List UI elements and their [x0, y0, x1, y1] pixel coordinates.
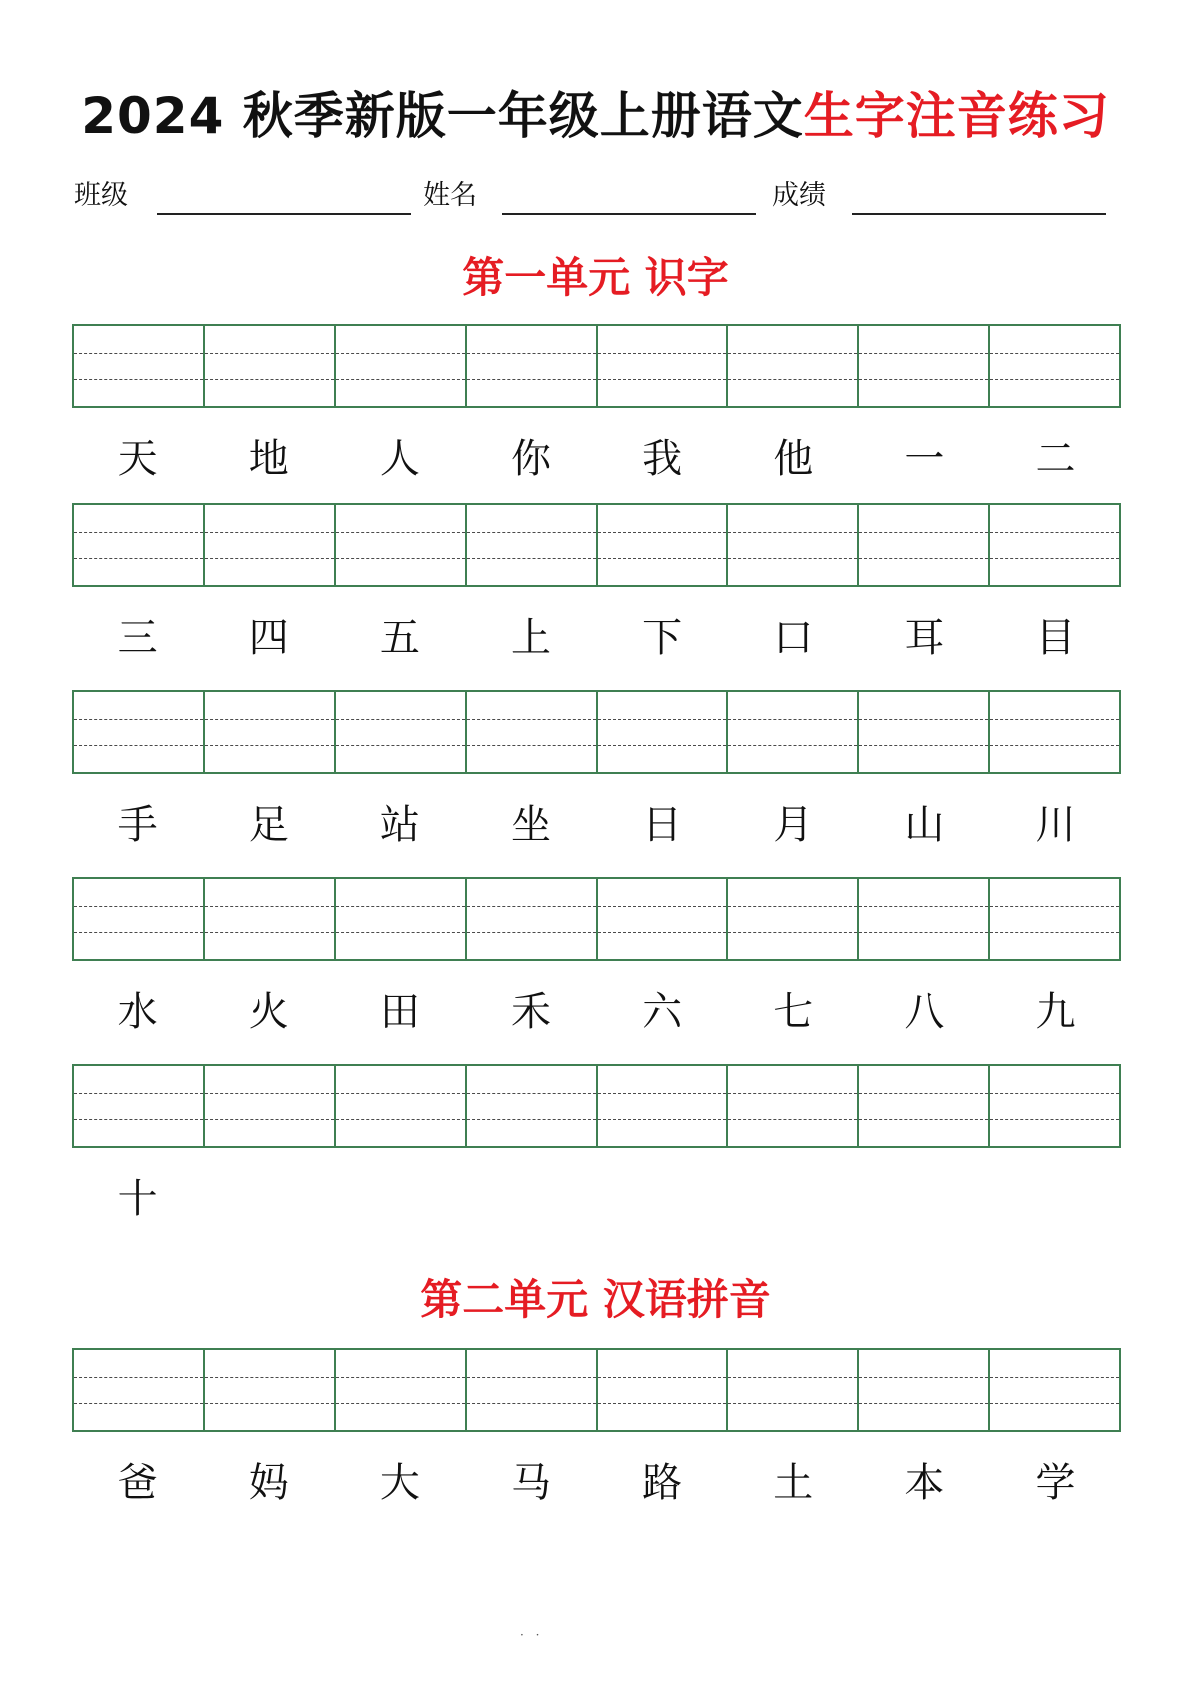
pinyin-writing-grid [72, 690, 1121, 774]
name-field[interactable] [502, 213, 756, 215]
guide-line [990, 719, 1119, 720]
unit-title: 第二单元 汉语拼音 [420, 1275, 771, 1324]
score-label: 成绩 [772, 180, 826, 211]
character: 一 [904, 436, 945, 482]
guide-line [205, 1403, 334, 1404]
character: 火 [248, 989, 289, 1035]
guide-line [859, 1119, 988, 1120]
guide-line [859, 379, 988, 380]
pinyin-cell[interactable] [334, 1066, 465, 1146]
guide-line [728, 379, 857, 380]
character: 水 [117, 989, 158, 1035]
pinyin-cell[interactable] [465, 1066, 596, 1146]
pinyin-cell[interactable] [203, 1350, 334, 1430]
guide-line [859, 353, 988, 354]
pinyin-cell[interactable] [988, 692, 1119, 772]
guide-line [728, 532, 857, 533]
guide-line [74, 1119, 203, 1120]
page-title-main: 2024 秋季新版一年级上册语文 [81, 87, 804, 145]
guide-line [467, 379, 596, 380]
score-field[interactable] [852, 213, 1106, 215]
pinyin-cell[interactable] [857, 1066, 988, 1146]
guide-line [74, 719, 203, 720]
pinyin-cell[interactable] [334, 1350, 465, 1430]
guide-line [728, 1119, 857, 1120]
character-row [72, 608, 1121, 668]
pinyin-cell[interactable] [465, 326, 596, 406]
guide-line [205, 906, 334, 907]
character: 本 [904, 1460, 945, 1506]
character-row [72, 1169, 1121, 1229]
guide-line [336, 353, 465, 354]
character: 八 [904, 989, 945, 1035]
character: 妈 [248, 1460, 289, 1506]
guide-line [990, 932, 1119, 933]
character: 手 [117, 802, 158, 848]
class-label: 班级 [74, 180, 128, 211]
guide-line [336, 558, 465, 559]
character: 口 [773, 615, 814, 661]
character: 我 [642, 436, 683, 482]
pinyin-cell[interactable] [203, 1066, 334, 1146]
guide-line [467, 1377, 596, 1378]
guide-line [859, 932, 988, 933]
guide-line [859, 906, 988, 907]
character: 田 [379, 989, 420, 1035]
character: 坐 [510, 802, 551, 848]
pinyin-cell[interactable] [988, 505, 1119, 585]
character: 九 [1035, 989, 1076, 1035]
pinyin-cell[interactable] [74, 879, 203, 959]
guide-line [859, 1093, 988, 1094]
guide-line [598, 1377, 727, 1378]
guide-line [467, 532, 596, 533]
guide-line [728, 719, 857, 720]
guide-line [336, 932, 465, 933]
character: 下 [642, 615, 683, 661]
guide-line [467, 558, 596, 559]
pinyin-cell[interactable] [988, 1350, 1119, 1430]
guide-line [74, 532, 203, 533]
guide-line [598, 745, 727, 746]
info-row [0, 176, 1191, 216]
character [203, 1169, 334, 1229]
pinyin-cell[interactable] [596, 879, 727, 959]
character [334, 1169, 465, 1229]
pinyin-cell[interactable] [74, 326, 203, 406]
character: 七 [773, 989, 814, 1035]
character: 大 [379, 1460, 420, 1506]
guide-line [990, 353, 1119, 354]
guide-line [990, 1093, 1119, 1094]
pinyin-cell[interactable] [465, 692, 596, 772]
guide-line [205, 379, 334, 380]
guide-line [728, 353, 857, 354]
guide-line [990, 558, 1119, 559]
guide-line [467, 719, 596, 720]
character: 你 [510, 436, 551, 482]
guide-line [990, 1119, 1119, 1120]
guide-line [598, 906, 727, 907]
guide-line [728, 1377, 857, 1378]
character: 地 [248, 436, 289, 482]
character: 天 [117, 436, 158, 482]
guide-line [74, 1093, 203, 1094]
guide-line [598, 1093, 727, 1094]
pinyin-cell[interactable] [857, 1350, 988, 1430]
guide-line [336, 719, 465, 720]
character: 十 [117, 1176, 158, 1222]
guide-line [728, 906, 857, 907]
guide-line [205, 532, 334, 533]
guide-line [205, 932, 334, 933]
guide-line [598, 379, 727, 380]
pinyin-cell[interactable] [988, 1066, 1119, 1146]
pinyin-cell[interactable] [596, 1350, 727, 1430]
guide-line [859, 532, 988, 533]
guide-line [336, 532, 465, 533]
guide-line [205, 353, 334, 354]
guide-line [467, 1093, 596, 1094]
class-field[interactable] [157, 213, 411, 215]
guide-line [74, 906, 203, 907]
pinyin-cell[interactable] [726, 1066, 857, 1146]
pinyin-cell[interactable] [74, 1066, 203, 1146]
character: 三 [117, 615, 158, 661]
character: 川 [1035, 802, 1076, 848]
pinyin-cell[interactable] [465, 505, 596, 585]
pinyin-cell[interactable] [334, 505, 465, 585]
guide-line [336, 1093, 465, 1094]
guide-line [859, 1377, 988, 1378]
guide-line [859, 1403, 988, 1404]
pinyin-cell[interactable] [203, 505, 334, 585]
guide-line [74, 932, 203, 933]
pinyin-cell[interactable] [857, 326, 988, 406]
guide-line [205, 1119, 334, 1120]
character: 马 [510, 1460, 551, 1506]
character-row [72, 795, 1121, 855]
guide-line [598, 1119, 727, 1120]
guide-line [467, 353, 596, 354]
pinyin-cell[interactable] [334, 326, 465, 406]
guide-line [74, 353, 203, 354]
character-row [72, 982, 1121, 1042]
character: 二 [1035, 436, 1076, 482]
guide-line [467, 1403, 596, 1404]
guide-line [74, 379, 203, 380]
pinyin-cell[interactable] [465, 879, 596, 959]
page-title-highlight: 生字注音练习 [803, 87, 1110, 145]
guide-line [728, 932, 857, 933]
guide-line [859, 745, 988, 746]
character: 六 [642, 989, 683, 1035]
pinyin-writing-grid [72, 1348, 1121, 1432]
pinyin-cell[interactable] [726, 692, 857, 772]
guide-line [205, 1093, 334, 1094]
character [597, 1169, 728, 1229]
pinyin-cell[interactable] [726, 1350, 857, 1430]
page-title [0, 84, 1191, 148]
character: 上 [510, 615, 551, 661]
guide-line [467, 906, 596, 907]
character: 四 [248, 615, 289, 661]
guide-line [859, 558, 988, 559]
pinyin-cell[interactable] [726, 879, 857, 959]
character [859, 1169, 990, 1229]
character: 日 [642, 802, 683, 848]
scan-mark: · · [520, 1628, 544, 1642]
guide-line [336, 1403, 465, 1404]
character: 人 [379, 436, 420, 482]
guide-line [728, 558, 857, 559]
character: 月 [773, 802, 814, 848]
character: 五 [379, 615, 420, 661]
pinyin-cell[interactable] [988, 326, 1119, 406]
character: 山 [904, 802, 945, 848]
guide-line [205, 1377, 334, 1378]
pinyin-cell[interactable] [726, 326, 857, 406]
guide-line [728, 1093, 857, 1094]
character: 耳 [904, 615, 945, 661]
pinyin-cell[interactable] [74, 505, 203, 585]
pinyin-cell[interactable] [203, 692, 334, 772]
pinyin-cell[interactable] [74, 692, 203, 772]
guide-line [205, 558, 334, 559]
character: 路 [642, 1460, 683, 1506]
guide-line [990, 1403, 1119, 1404]
character: 足 [248, 802, 289, 848]
pinyin-cell[interactable] [203, 879, 334, 959]
pinyin-cell[interactable] [596, 505, 727, 585]
guide-line [990, 532, 1119, 533]
name-label: 姓名 [423, 180, 477, 211]
character: 学 [1035, 1460, 1076, 1506]
unit-title: 第一单元 识字 [462, 253, 729, 302]
guide-line [467, 1119, 596, 1120]
character: 土 [773, 1460, 814, 1506]
pinyin-cell[interactable] [726, 505, 857, 585]
pinyin-cell[interactable] [334, 879, 465, 959]
pinyin-writing-grid [72, 503, 1121, 587]
guide-line [74, 1377, 203, 1378]
pinyin-cell[interactable] [74, 1350, 203, 1430]
guide-line [598, 353, 727, 354]
character: 站 [379, 802, 420, 848]
pinyin-cell[interactable] [857, 505, 988, 585]
guide-line [336, 1377, 465, 1378]
character [990, 1169, 1121, 1229]
character: 目 [1035, 615, 1076, 661]
character [728, 1169, 859, 1229]
pinyin-cell[interactable] [857, 692, 988, 772]
pinyin-writing-grid [72, 324, 1121, 408]
pinyin-cell[interactable] [596, 692, 727, 772]
guide-line [859, 719, 988, 720]
guide-line [74, 558, 203, 559]
pinyin-cell[interactable] [988, 879, 1119, 959]
character-row [72, 1453, 1121, 1513]
guide-line [336, 379, 465, 380]
guide-line [205, 745, 334, 746]
guide-line [990, 1377, 1119, 1378]
pinyin-writing-grid [72, 877, 1121, 961]
guide-line [467, 745, 596, 746]
guide-line [336, 1119, 465, 1120]
guide-line [467, 932, 596, 933]
guide-line [336, 745, 465, 746]
character-row [72, 429, 1121, 489]
guide-line [990, 379, 1119, 380]
pinyin-cell[interactable] [596, 1066, 727, 1146]
character [465, 1169, 596, 1229]
guide-line [728, 745, 857, 746]
character: 禾 [510, 989, 551, 1035]
guide-line [336, 906, 465, 907]
pinyin-cell[interactable] [857, 879, 988, 959]
guide-line [598, 558, 727, 559]
guide-line [598, 1403, 727, 1404]
pinyin-cell[interactable] [203, 326, 334, 406]
pinyin-cell[interactable] [596, 326, 727, 406]
guide-line [598, 932, 727, 933]
guide-line [990, 745, 1119, 746]
pinyin-cell[interactable] [465, 1350, 596, 1430]
guide-line [598, 719, 727, 720]
pinyin-writing-grid [72, 1064, 1121, 1148]
guide-line [74, 1403, 203, 1404]
guide-line [205, 719, 334, 720]
guide-line [598, 532, 727, 533]
character: 他 [773, 436, 814, 482]
guide-line [990, 906, 1119, 907]
pinyin-cell[interactable] [334, 692, 465, 772]
character: 爸 [117, 1460, 158, 1506]
guide-line [74, 745, 203, 746]
guide-line [728, 1403, 857, 1404]
